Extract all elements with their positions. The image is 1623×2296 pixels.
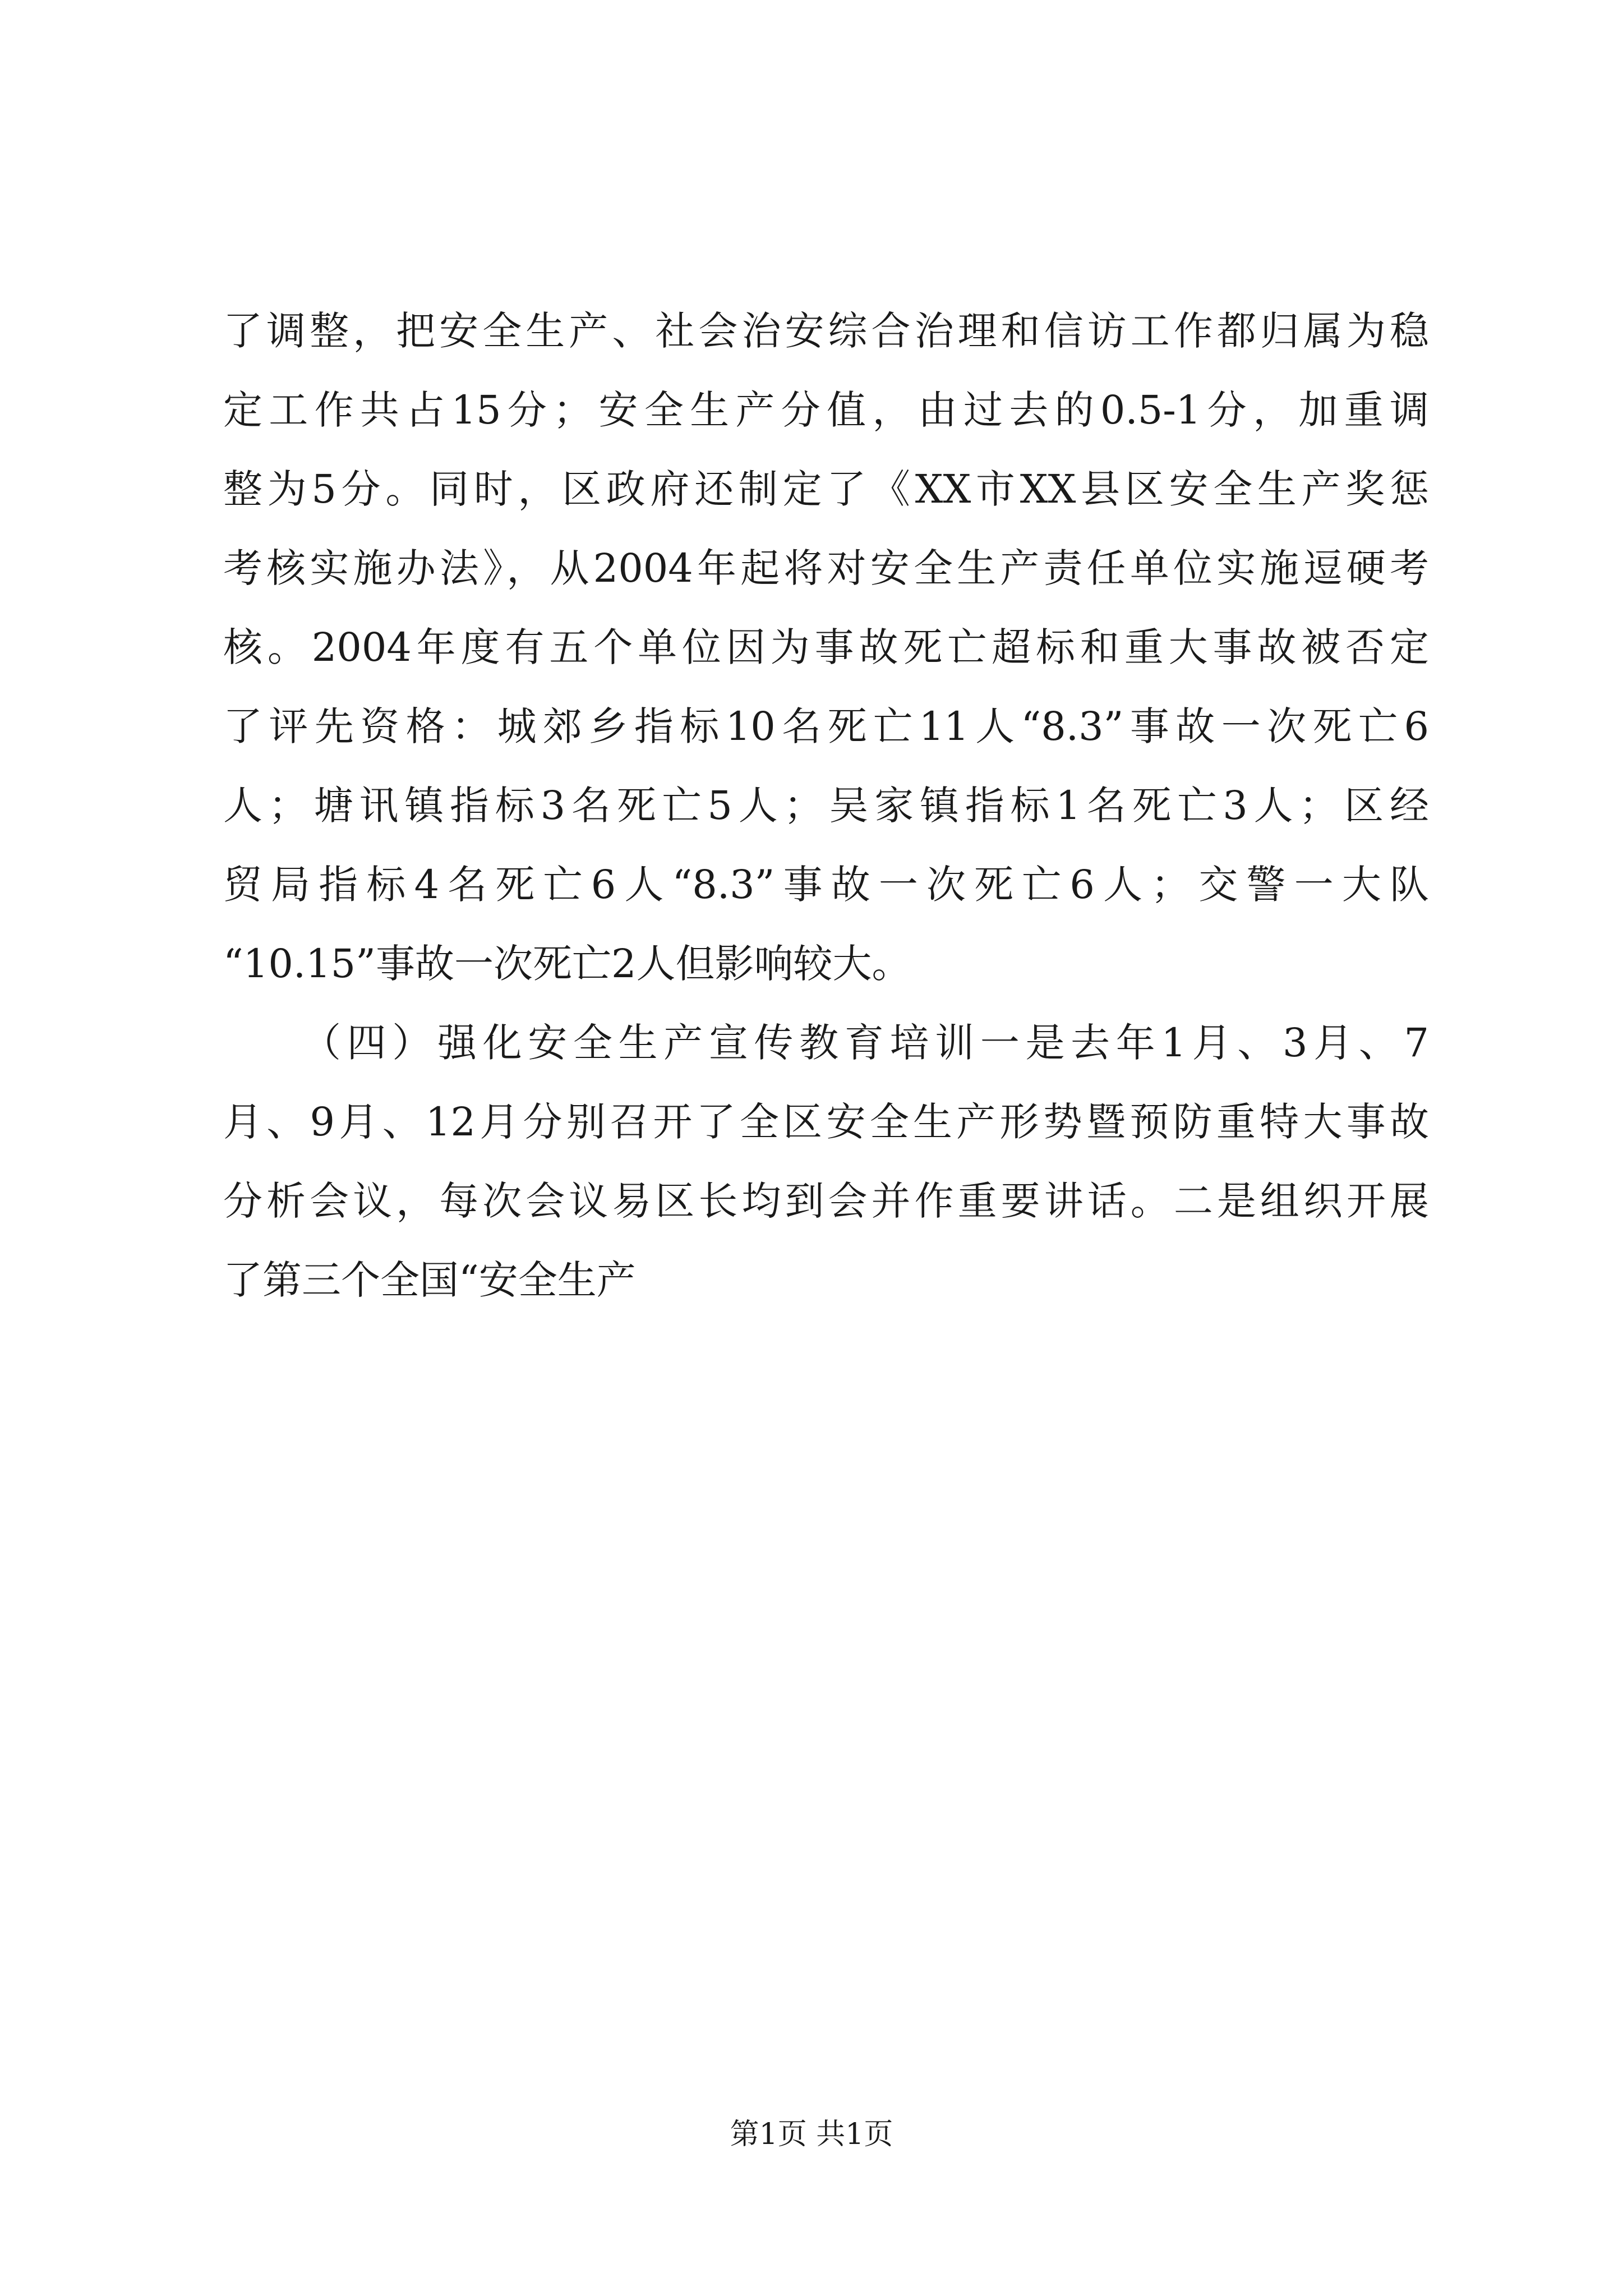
text-line: 分析会议，每次会议易区长均到会并作重要讲话。二是组织开展 bbox=[223, 1178, 1429, 1224]
text-line: “10.15”事故一次死亡2人但影响较大。 bbox=[223, 941, 911, 987]
text-line: 定工作共占15分；安全生产分值，由过去的0.5-1分，加重调 bbox=[223, 387, 1429, 433]
text-line: 月、9月、12月分别召开了全区安全生产形势暨预防重特大事故 bbox=[223, 1099, 1429, 1145]
paragraph-1 bbox=[223, 292, 1429, 1004]
page-footer bbox=[0, 2115, 1623, 2154]
text-line: 了第三个全国“安全生产 bbox=[223, 1257, 636, 1303]
text-line: （四）强化安全生产宣传教育培训一是去年1月、3月、7 bbox=[302, 1020, 1429, 1066]
text-line: 整为5分。同时，区政府还制定了《XX市XX县区安全生产奖惩 bbox=[223, 466, 1429, 512]
text-line: 贸局指标4名死亡6人“8.3”事故一次死亡6人；交警一大队 bbox=[223, 862, 1429, 908]
document-body bbox=[223, 292, 1429, 1320]
text-line: 核。2004年度有五个单位因为事故死亡超标和重大事故被否定 bbox=[223, 624, 1429, 670]
paragraph-2 bbox=[223, 1004, 1429, 1320]
text-line: 人；塘讯镇指标3名死亡5人；吴家镇指标1名死亡3人；区经 bbox=[223, 783, 1429, 829]
text-line: 了评先资格：城郊乡指标10名死亡11人“8.3”事故一次死亡6 bbox=[223, 703, 1429, 749]
text-line: 考核实施办法》，从2004年起将对安全生产责任单位实施逗硬考 bbox=[223, 545, 1429, 591]
page-number-label: 第1页 共1页 bbox=[730, 2118, 893, 2151]
text-line: 了调整，把安全生产、社会治安综合治理和信访工作都归属为稳 bbox=[223, 308, 1429, 354]
